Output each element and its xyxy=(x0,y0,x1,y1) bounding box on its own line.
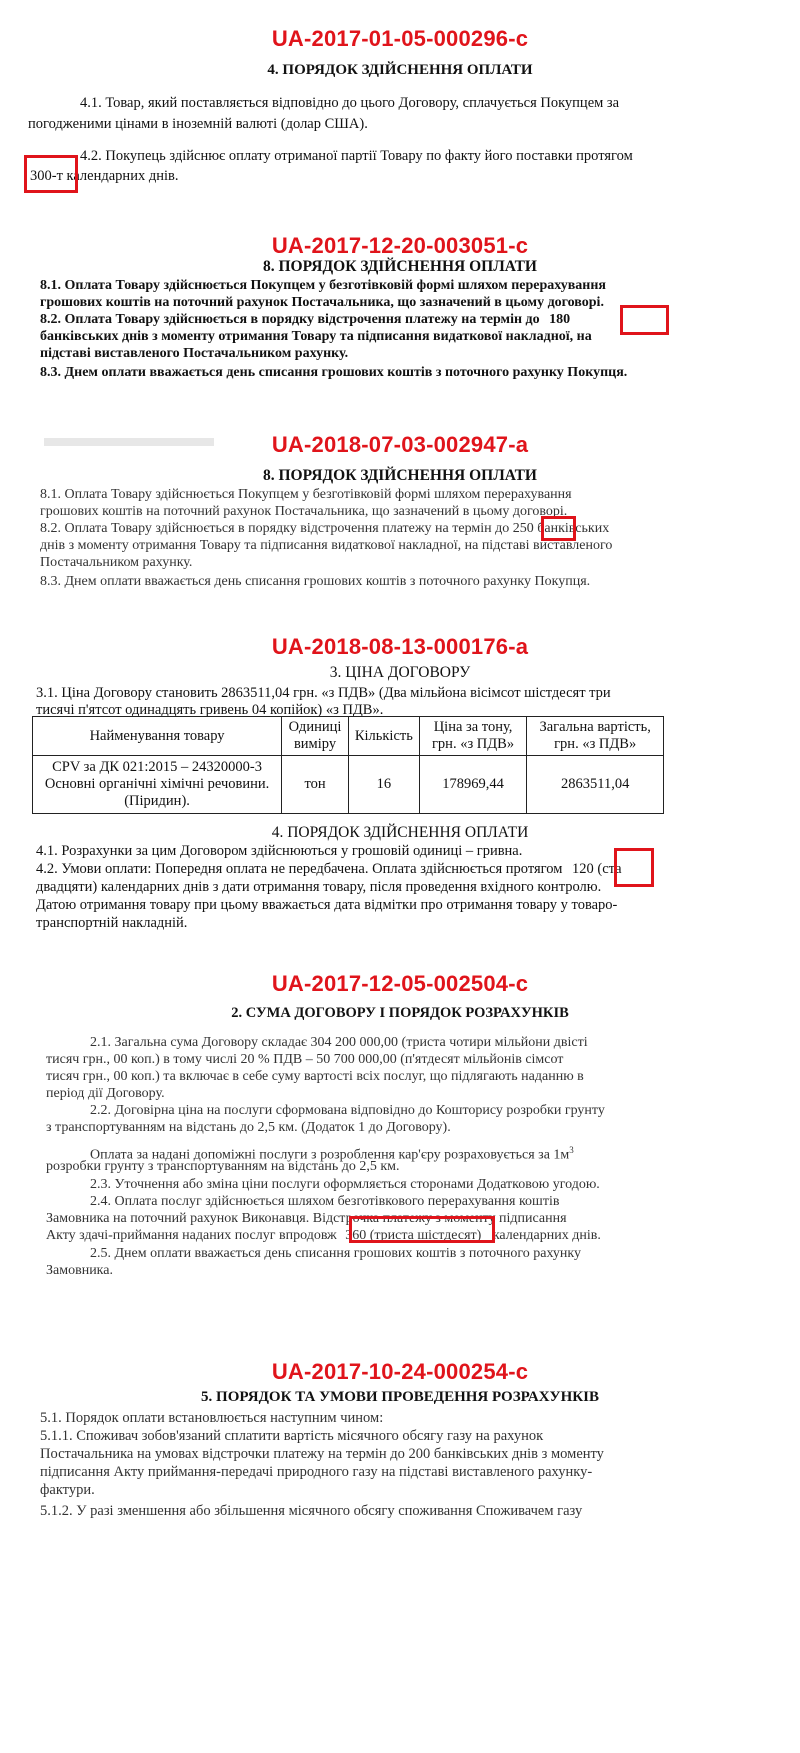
table-row xyxy=(33,756,664,814)
paragraph-line: тисяч грн., 00 коп.) в тому числі 20 % ПДВ – 50 700 000,00 (п'ятдесят мільйонів сімсот xyxy=(46,1052,564,1067)
paragraph-line: 8.2. Оплата Товару здійснюється в порядку відстрочення платежу на термін до 250 банківських xyxy=(40,521,610,536)
paragraph-line: 4.2. Умови оплати: Попередня оплата не передбачена. Оплата здійснюється протягом 120 (ста xyxy=(36,861,622,877)
section-heading-6: 5. ПОРЯДОК ТА УМОВИ ПРОВЕДЕННЯ РОЗРАХУНКІВ xyxy=(201,1389,599,1405)
table-cell: 2863511,04 xyxy=(527,756,664,814)
paragraph-line: 2.2. Договірна ціна на послуги сформована відповідно до Кошторису розробки грунту xyxy=(90,1103,605,1118)
payment-term-value: 180 xyxy=(549,312,571,327)
table-header: Ціна за тону, грн. «з ПДВ» xyxy=(419,717,527,756)
paragraph-line: Акту здачі-приймання наданих послуг впродовж 360 (триста шістдесят) календарних днів. xyxy=(46,1228,601,1243)
paragraph-line: 2.5. Днем оплати вважається день списання грошових коштів з поточного рахунку xyxy=(90,1246,582,1261)
doc-id-5: UA-2017-12-05-002504-c xyxy=(271,971,529,996)
paragraph-line: 2.1. Загальна сума Договору складає 304 200 000,00 (триста чотири мільйони двісті xyxy=(90,1035,588,1050)
paragraph-line: 8.2. Оплата Товару здійснюється в порядку відстрочення платежу на термін до 180 xyxy=(40,312,571,327)
section-heading-5: 2. СУМА ДОГОВОРУ І ПОРЯДОК РОЗРАХУНКІВ xyxy=(231,1005,569,1021)
doc-id-6: UA-2017-10-24-000254-c xyxy=(271,1359,529,1384)
paragraph-line: 2.3. Уточнення або зміна ціни послуги оформляється сторонами Додатковою угодою. xyxy=(90,1177,600,1192)
table-cell: 178969,44 xyxy=(419,756,527,814)
payment-term-value: 120 xyxy=(572,861,594,877)
paragraph-line: тисячі п'ятсот одинадцять гривень 04 копійок) «з ПДВ». xyxy=(36,702,384,718)
paragraph-line: Постачальника на умовах відстрочки платежу на термін до 200 банківських днів з моменту xyxy=(40,1446,604,1462)
paragraph-line: 8.3. Днем оплати вважається день списання грошових коштів з поточного рахунку Покупця. xyxy=(40,365,628,380)
paragraph-line: транспортній накладній. xyxy=(36,915,188,931)
paragraph-line: Замовника. xyxy=(46,1263,113,1278)
payment-term-value: 300-т xyxy=(30,168,63,184)
table-header: Кількість xyxy=(348,717,419,756)
paragraph-line: 8.1. Оплата Товару здійснюється Покупцем у безготівковій формі шляхом перерахування xyxy=(40,278,606,293)
paragraph-line: грошових коштів на поточний рахунок Постачальника, що зазначений в цьому договорі. xyxy=(40,295,604,310)
paragraph-line: 4.1. Розрахунки за цим Договором здійснюються у грошовій одиниці – гривна. xyxy=(36,843,523,859)
paragraph-line: днів з моменту отримання Товару та підписання видаткової накладної, на підставі виставленого xyxy=(40,538,613,553)
paragraph-line: період дії Договору. xyxy=(46,1086,165,1101)
payment-term-value: 360 (триста шістдесят) xyxy=(345,1228,482,1243)
paragraph-line: підставі виставленого Постачальником рахунку. xyxy=(40,346,349,361)
paragraph-line: 5.1.1. Споживач зобов'язаний сплатити вартість місячного обсягу газу на рахунок xyxy=(40,1428,544,1444)
table-cell: CPV за ДК 021:2015 – 24320000-3 Основні органічні хімічні речовини. (Піридин). xyxy=(33,756,282,814)
paragraph-line: двадцяти) календарних днів з дати отримання товару, після проведення вхідного контролю. xyxy=(36,879,602,895)
table-header-row xyxy=(33,717,664,756)
paragraph-line: 8.3. Днем оплати вважається день списання грошових коштів з поточного рахунку Покупця. xyxy=(40,574,591,589)
paragraph-line: тисяч грн., 00 коп.) та включає в себе суму вартості всіх послуг, що підлягають наданню в xyxy=(46,1069,584,1084)
section-heading-3: 8. ПОРЯДОК ЗДІЙСНЕННЯ ОПЛАТИ xyxy=(263,467,537,484)
doc-id-1: UA-2017-01-05-000296-c xyxy=(271,26,529,51)
highlight-box xyxy=(24,155,78,193)
paragraph-line: з транспортуванням на відстань до 2,5 км. (Додаток 1 до Договору). xyxy=(46,1120,451,1135)
highlight-box xyxy=(620,305,669,335)
section-heading-1: 4. ПОРЯДОК ЗДІЙСНЕННЯ ОПЛАТИ xyxy=(267,62,533,78)
doc-id-3: UA-2018-07-03-002947-a xyxy=(271,432,529,457)
paragraph-line: 5.1. Порядок оплати встановлюється наступним чином: xyxy=(40,1410,384,1426)
paragraph-line: підписання Акту приймання-передачі природного газу на підставі виставленого рахунку- xyxy=(40,1464,593,1480)
table-cell: тон xyxy=(282,756,349,814)
table-cell: 16 xyxy=(348,756,419,814)
highlight-box xyxy=(614,848,654,887)
paragraph-line: Замовника на поточний рахунок Виконавця. Відстрочка платежу з моменту підписання xyxy=(46,1211,567,1226)
highlight-box xyxy=(349,1216,495,1243)
paragraph-line: 3.1. Ціна Договору становить 2863511,04 грн. «з ПДВ» (Два мільйона вісімсот шістдесят три xyxy=(36,685,611,701)
section-heading-4b: 4. ПОРЯДОК ЗДІЙСНЕННЯ ОПЛАТИ xyxy=(271,824,529,841)
paragraph-line: 2.4. Оплата послуг здійснюється шляхом безготівкового перерахування коштів xyxy=(90,1194,560,1209)
paragraph-line: 8.1. Оплата Товару здійснюється Покупцем у безготівковій формі шляхом перерахування xyxy=(40,487,572,502)
paragraph-line: погодженими цінами в іноземній валюті (долар США). xyxy=(28,116,368,132)
table-header: Загальна вартість, грн. «з ПДВ» xyxy=(527,717,664,756)
paragraph-line: фактури. xyxy=(40,1482,95,1498)
paragraph-line: 4.2. Покупець здійснює оплату отриманої партії Товару по факту його поставки протягом xyxy=(80,148,633,164)
table-header: Одиниці виміру xyxy=(282,717,349,756)
paragraph-line: 300-т календарних днів. xyxy=(30,168,179,184)
payment-term-value: 250 xyxy=(512,521,534,536)
highlight-box xyxy=(541,516,576,541)
paragraph-line: Оплата за надані допоміжні послуги з розроблення кар'єру розраховується за $1м^3$ xyxy=(90,1145,574,1163)
section-heading-4a: 3. ЦІНА ДОГОВОРУ xyxy=(329,664,471,681)
doc-id-2: UA-2017-12-20-003051-c xyxy=(271,233,529,258)
paragraph-line: 4.1. Товар, який поставляється відповідно до цього Договору, сплачується Покупцем за xyxy=(80,95,620,111)
paragraph-line: розробки грунту з транспортуванням на відстань до 2,5 км. xyxy=(46,1159,400,1174)
table-header: Найменування товару xyxy=(33,717,282,756)
paragraph-line: грошових коштів на поточний рахунок Постачальника, що зазначений в цьому договорі. xyxy=(40,504,568,519)
price-table xyxy=(32,716,664,814)
doc-id-4: UA-2018-08-13-000176-a xyxy=(271,634,529,659)
paragraph-line: 5.1.2. У разі зменшення або збільшення місячного обсягу споживання Споживачем газу xyxy=(40,1503,583,1519)
paragraph-line: банківських днів з моменту отримання Товару та підписання видаткової накладної, на xyxy=(40,329,592,344)
section-heading-2: 8. ПОРЯДОК ЗДІЙСНЕННЯ ОПЛАТИ xyxy=(263,258,537,275)
paragraph-line: Постачальником рахунку. xyxy=(40,555,193,570)
paragraph-line: Датою отримання товару при цьому вважається дата відмітки про отримання товару у товаро- xyxy=(36,897,618,913)
